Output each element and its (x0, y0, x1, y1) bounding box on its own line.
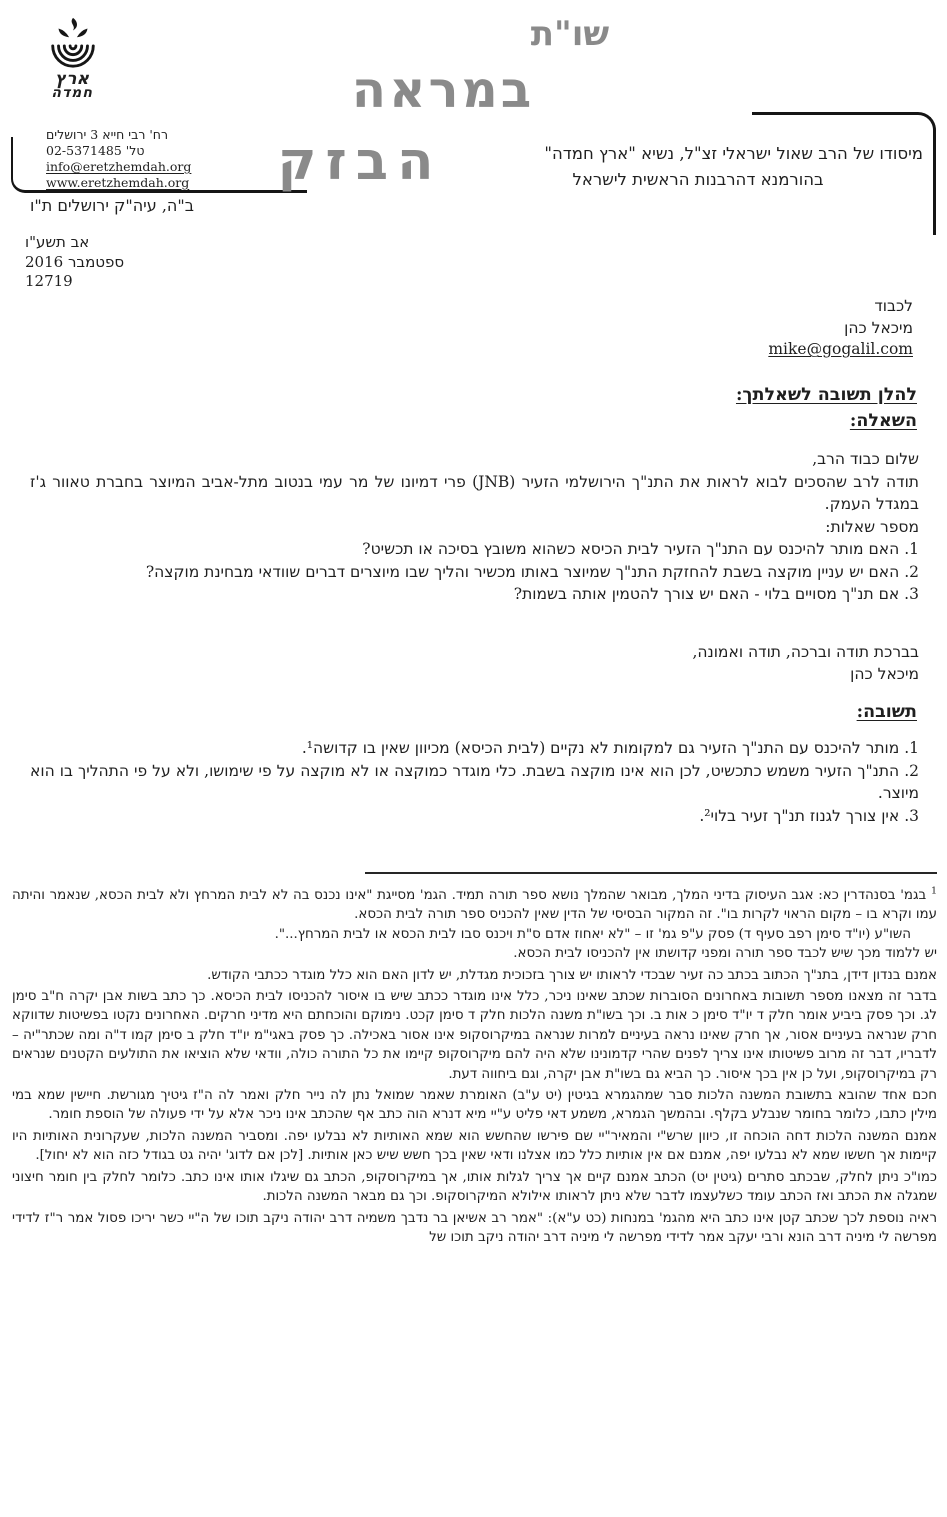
answer-item: 2. התנ"ך הזעיר משמש כתכשיט, לכן הוא אינו מוקצה בשבת. כלי מוגדר כמוקצה או לא מוקצה על פי שימושו, ולא על פי התהליך בו הוא מיוצר. (30, 761, 919, 802)
recipient-honorific: לכבוד (874, 297, 913, 315)
title-habazak: הבזק (277, 130, 443, 192)
contact-email-link[interactable]: info@eretzhemdah.org (46, 159, 192, 174)
reference-number: 12719 (25, 272, 73, 290)
bh-city-line: ב"ה, עיה"ק ירושלים ת"ו (30, 196, 194, 215)
question-paragraph: תודה לרב שהסכים לבוא לראות את התנ"ך הירושלמי הזעיר (JNB) פרי דמיונו של מר עמי בנטוב מתל-אביב המיוצר בחברת טאוור ג'ז במגדל העמק. (30, 472, 919, 513)
question-item: 3. אם תנ"ך מסויים בלוי - האם יש צורך להטמין אותה בשמות? (513, 585, 919, 603)
footnote-text: בגמ' בסנהדרין כא: אגב העיסוק בדיני המלך, מבואר שהמלך נושא ספר תורה תמיד. הגמ' מסייגת "אינו נכנס בה לא לבית המרחץ ולא לבית הכסא, שנאמר והיתה עמו וקרא בו – מקום הראוי לקרות בו". זה המקור הבסיסי של הדין שאין להכניס ספר תורה לבית הכסא. (12, 888, 937, 923)
footnote-marker: 1 (930, 885, 937, 897)
logo-word-bottom: חמדה (50, 85, 96, 101)
flame-cup-logo-icon (30, 16, 116, 72)
logo-word-top: ארץ (53, 69, 93, 89)
answer-body (30, 737, 919, 827)
footnote-paragraph: כמו"כ ניתן לחלק, שבכתב סתרים (גיטין יט) הכתב אמנם קיים אך צריך לגלות אותו, אך במיקרוסקופ, הכתב גם שיגלו אותו אינו כתב. כלומר לחלק בין חומר חיצוני שמגלה את הכתב ואז הכתב עומד כשלעצמו לדבר שלא ניתן לראותו אילולא המיקרוסקופ. וכך גם מבאר המשנה הלכות. (12, 1169, 937, 1205)
contact-address: רח' רבי חייא 3 ירושלים (46, 127, 169, 142)
title-bemareh: במראה (351, 60, 535, 119)
recipient-name: מיכאל כהן (844, 318, 913, 337)
footnotes-block (12, 886, 937, 1247)
question-list-intro: מספר שאלות: (825, 517, 919, 536)
logo-wordmark (30, 69, 116, 101)
question-body (30, 448, 919, 606)
date-block (25, 233, 124, 292)
recipient-email-link[interactable]: mike@gogalil.com (768, 340, 913, 358)
authority-line: בהורמנא דהרבנות הראשית לישראל (572, 170, 824, 189)
question-closing-block (692, 642, 919, 685)
question-item: 1. האם מותר להיכנס עם התנ"ך הזעיר לבית הכיסא כשהוא משובץ בסיכה או תכשיט? (362, 540, 919, 558)
founder-line: מיסודו של הרב שאול ישראלי זצ"ל, נשיא "ארץ חמדה" (544, 144, 923, 163)
question-signature: מיכאל כהן (850, 664, 919, 683)
question-greeting: שלום כבוד הרב, (812, 450, 919, 468)
question-closing: בברכת תודה וברכה, תודה ואמונה, (692, 643, 919, 661)
hebrew-date: אב תשע"ו (25, 233, 90, 251)
answer-item: 1. מותר להיכנס עם התנ"ך הזעיר גם למקומות לא נקיים (לבית הכיסא) מכיוון שאין בו קדושה¹. (301, 739, 919, 757)
footnote-paragraph: השו"ע (יו"ד סימן רפב סעיף ד) פסק ע"פ גמ' זו – "לא יאחוז אדם ס"ת ויכנס סבו לבית הכסא או לבית המרחץ...". (274, 926, 911, 942)
intro-heading: להלן תשובה לשאלתך: (735, 385, 917, 405)
footnote-paragraph (12, 886, 937, 925)
contact-phone: טל' 02-5371485 (46, 143, 145, 158)
answer-item: 3. אין צורך לגנוז תנ"ך זעיר בלוי². (699, 806, 919, 825)
contact-website-link[interactable]: www.eretzhemdah.org (46, 175, 190, 190)
footnote-separator-line (365, 872, 937, 874)
contact-block (46, 127, 191, 191)
footnote-paragraph: אמנם בנדון דידן, בתנ"ך הכתוב בכתב כה זעיר שבכדי לראותו יש צורך בזכוכית מגדלת, יש לדון האם הוא כלל מוגדר ככתבי הקודש. (207, 967, 937, 983)
recipient-block (768, 296, 913, 361)
eretz-hemdah-logo (30, 16, 116, 100)
footnote-paragraph: בדבר זה מצאנו מספר תשובות באחרונים הסוברות שכתב שאינו ניכר, כלל אינו מוגדר ככתב שיש בו איסור להכניסו לבית הכיסא. כך כתב בשות אבן יקרה ח"ב סימן לג. וכך פסק ביביע אומר חלק ד יו"ד סימן כ אות ב. וכך בשו"ת משנה הלכות חלק ד סימן קכט. נימוקם והוכחתם היא מדיני חרקים. האחרונים נקטו בפשיטות שדווקא חרק שנראה בעיניים אסור, אך חרק שאינו נראה בעיניים למרות שנראה במיקרוסקופ אינו אסור באכילה. כך פסק באגי"מ יו"ד חלק ב סימן קמו ד"ה ומה שכתר"יה – לדבריו, דבר זה מרוב פשיטותו אינו צריך לפנים שהרי קדמונינו שלא היה להם מיקרוסקופ קיימו את כל התורה כולה, וודאי שלא הוציאו את התולעים הקטנים שנראים רק במיקרוסקופ, ועל כן אין בכך איסור. כך הביא גם בשו"ת אבן יקרה, וגם ביחווה דעת. (12, 989, 937, 1082)
answer-heading: תשובה: (856, 702, 917, 722)
footnote-paragraph: אמנם המשנה הלכות דחה הוכחה זו, כיוון שרש"י והמאיר"יי שם פירשו שהחשש הוא שמא האותיות לא נבלעו יפה. ומסביר המשנה הלכות, שעקרונית האותיות היו קיימות אך חששו שמא לא נבלעו יפה, אמנם אם אין אותיות כלל כמו אצלנו ודאי שאין בכך חשש שיש כאן אותיות. [לכן אם לדוג' יהיה גט בגודל כזה הוא לא יחול]. (12, 1128, 937, 1164)
footnote-paragraph: יש ללמוד מכך שיש לכבד ספר תורה ומפני קדושתו אין להכניסו לבית הכסא. (513, 946, 937, 962)
title-shut: שו"ת (530, 14, 610, 54)
question-heading: השאלה: (849, 411, 917, 431)
founder-lines (473, 142, 923, 192)
question-item: 2. האם יש עניין מוקצה בשבת להחזקת התנ"ך שמיוצר באותו מכשיר והליך שבו מיוצרים דברים שוודאי מבחינת מוקצה? (145, 562, 919, 581)
gregorian-date: ספטמבר 2016 (25, 252, 125, 271)
footnote-paragraph: חכם אחד שהובא בתשובת המשנה הלכות סבר שמהגמרא בגיטין (יט ע"ב) האומרת שאמר שמואל נתן לה נייר חלק ואמר לה ה"ז גיטיך מגורשת. חיישין שמא במי מילין כתבו, כלומר בחומר שנבלע בקלף. ובהמשך הגמרא, משמע דאי פליט ע"יי מיא דנרא הוה כתב אף שהכתב אינו ניכר אלא על ידי פעולה של הוספת חומר. (12, 1088, 937, 1123)
footnote-paragraph: ראיה נוספת לכך שכתב קטן אינו כתב היא מהגמ' במנחות (כט ע"א): "אמר רב אשיאן בר נדבך משמיה דרב יהודה ניקב תוכו של ה"יי כשר יריכו פסול אמר ר"ז לדידי מפרשה לי מיניה דרב הונא ורבי יעקב אמר לדידי מפרשה לי מיניה דרב יהודה ניקב תוכו של (12, 1210, 937, 1245)
